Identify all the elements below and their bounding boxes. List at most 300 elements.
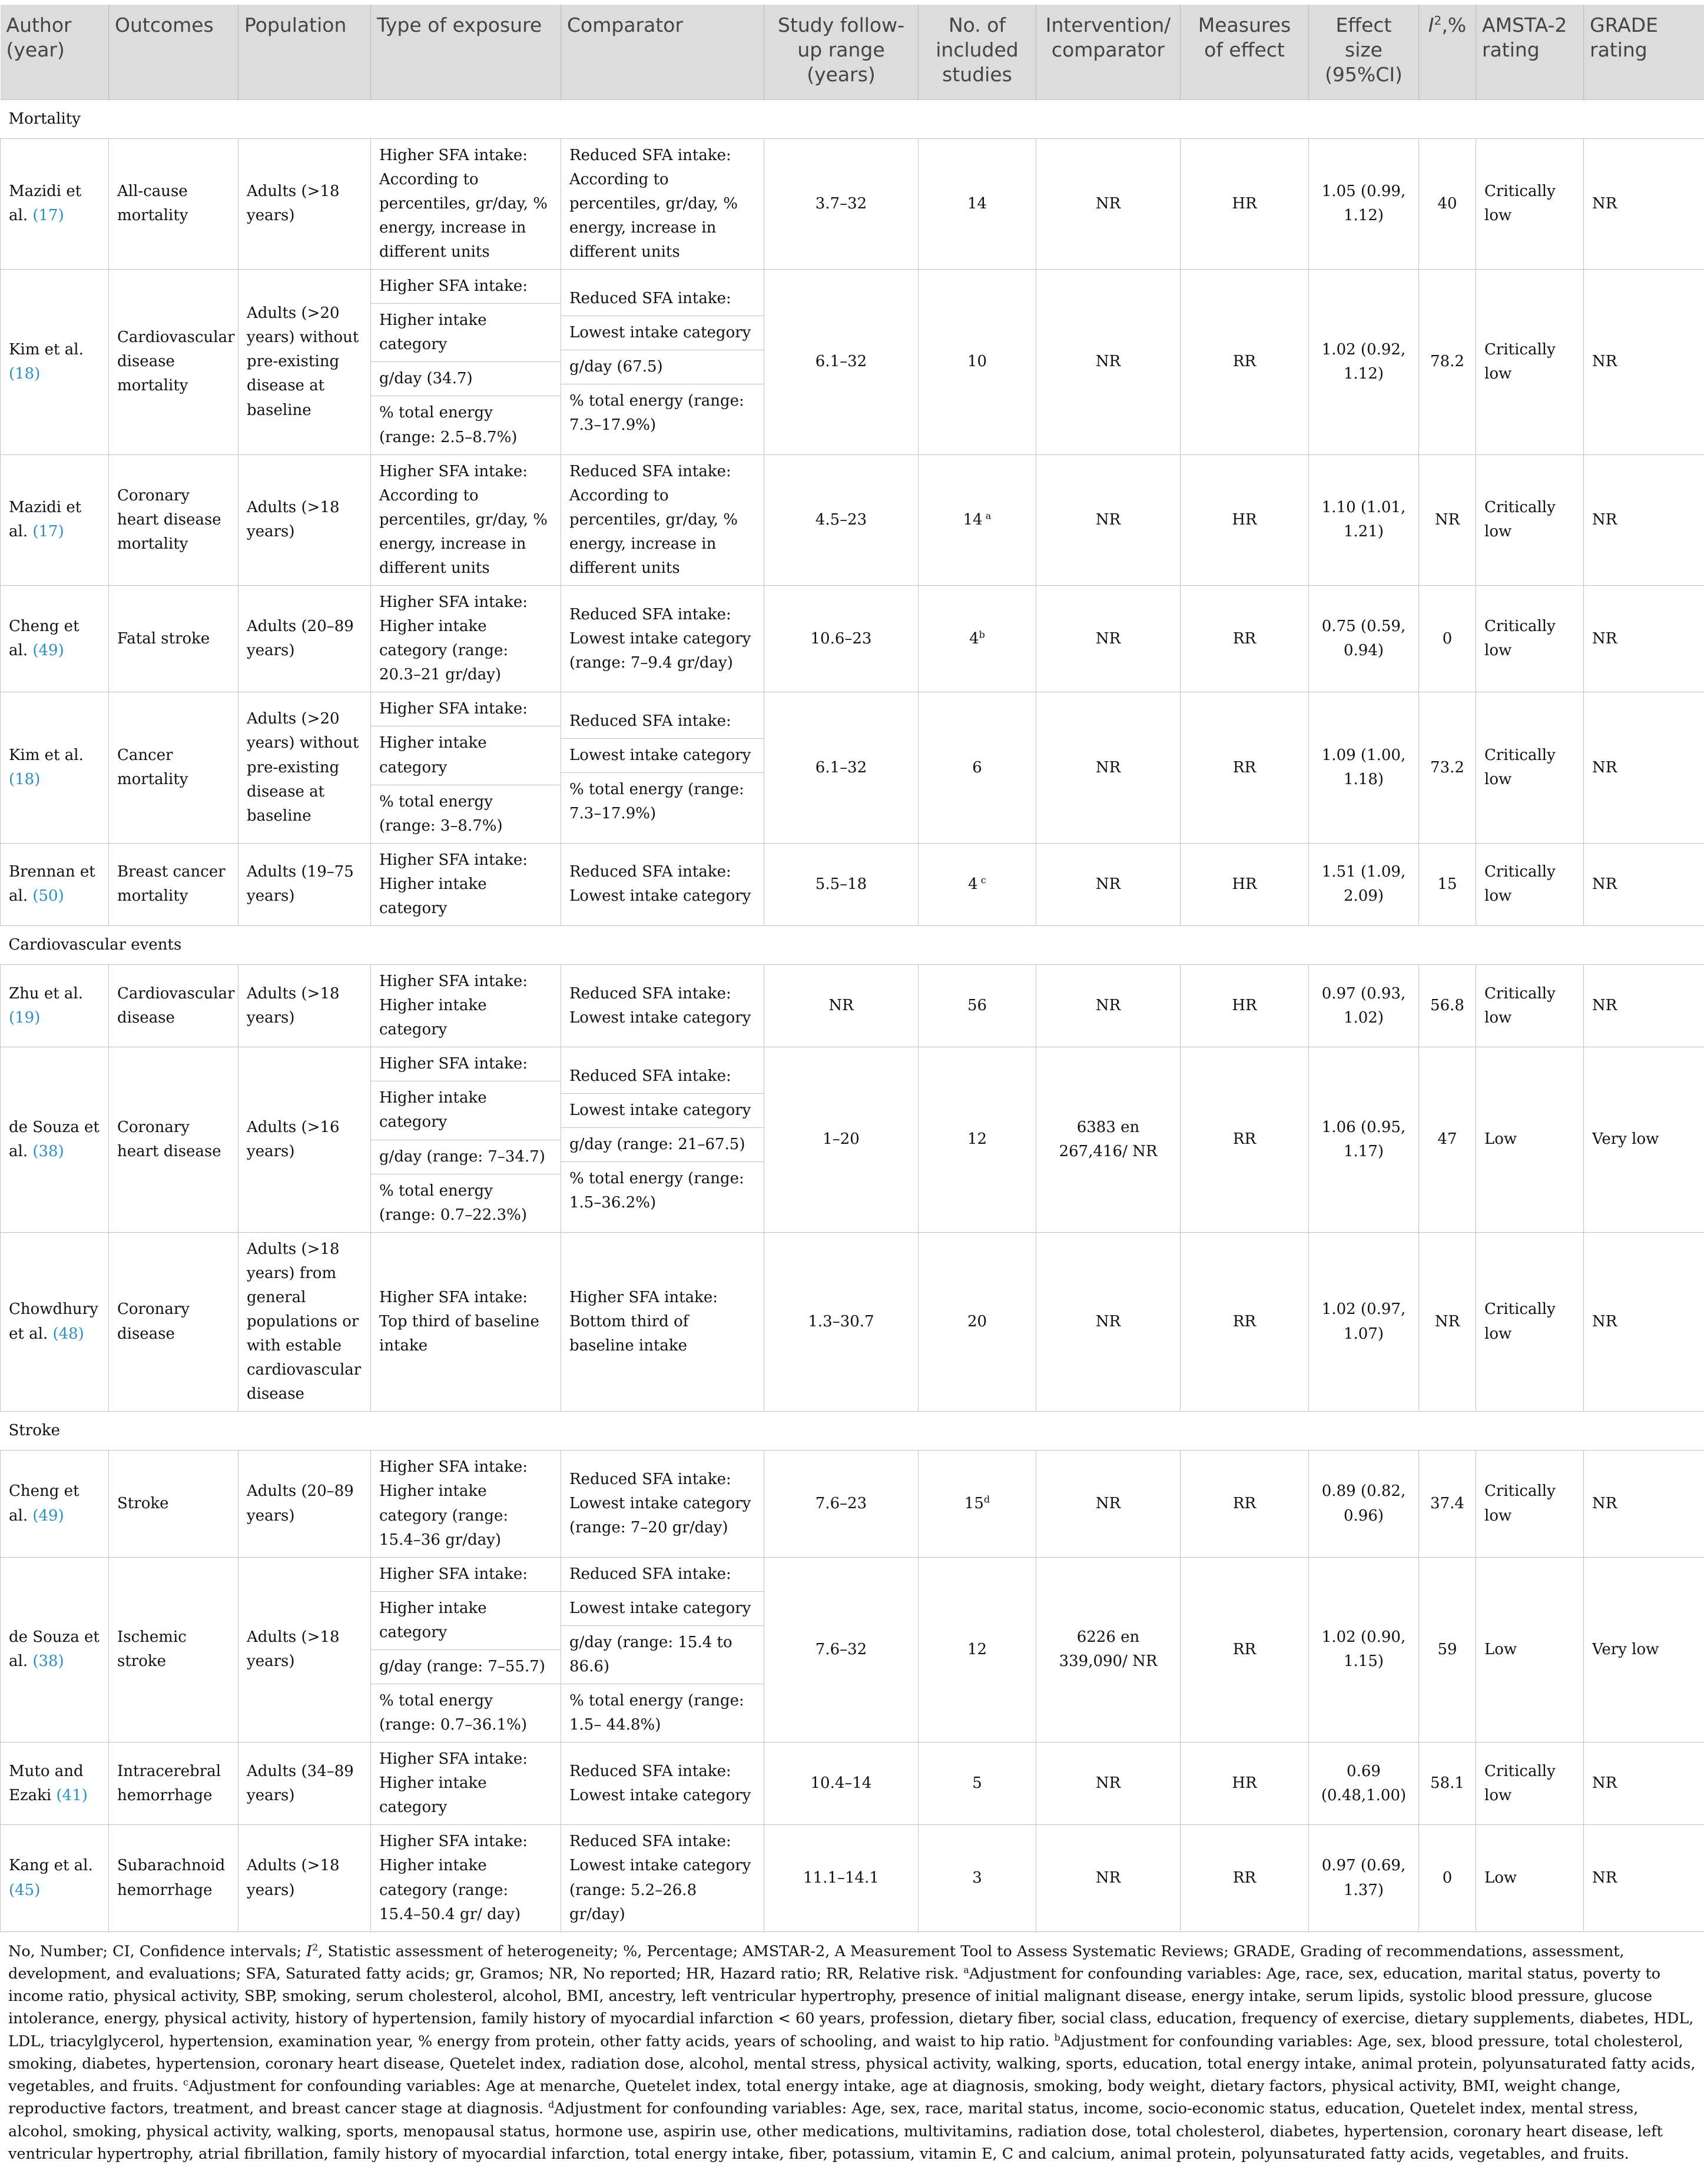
author-cell	[1, 1047, 109, 1232]
studies-count-cell	[919, 843, 1036, 925]
grade-cell: NR	[1584, 1451, 1704, 1557]
outcome-cell: Coronary heart disease	[109, 1047, 238, 1232]
population-cell: Adults (>18 years)	[238, 965, 371, 1047]
comparator-cell-lines	[561, 705, 764, 831]
effect-size-cell: 1.02 (0.90, 1.15)	[1309, 1557, 1419, 1742]
exposure-cell: Higher SFA intake: Higher intake category (range: 15.4–36 gr/day)	[371, 1451, 561, 1557]
line	[371, 1140, 561, 1174]
outcome-cell: Coronary heart disease mortality	[109, 454, 238, 585]
footnote-marker: c	[977, 874, 986, 886]
line	[561, 1684, 764, 1742]
studies-count: 20	[967, 1312, 987, 1330]
population-cell: Adults (>18 years) from general populations or with estable cardiovascular disease	[238, 1232, 371, 1412]
header-comparator: Comparator	[561, 5, 764, 99]
i2-cell: 37.4	[1419, 1451, 1476, 1557]
line	[561, 1093, 764, 1127]
line	[371, 1684, 561, 1742]
grade-cell: NR	[1584, 586, 1704, 692]
effect-size-cell: 0.97 (0.69, 1.37)	[1309, 1825, 1419, 1931]
header-outcomes: Outcomes	[109, 5, 238, 99]
table-row	[1, 270, 1704, 454]
header-exposure: Type of exposure	[371, 5, 561, 99]
studies-count: 12	[967, 1640, 987, 1658]
exposure-cell-lines	[371, 1558, 561, 1742]
amstar-cell: Critically low	[1476, 138, 1584, 269]
reference-link[interactable]: (38)	[32, 1652, 64, 1671]
line	[561, 282, 764, 316]
table-row	[1, 843, 1704, 925]
author-cell	[1, 1451, 109, 1557]
grade-cell: NR	[1584, 1232, 1704, 1412]
author-name: Kim et al.	[9, 746, 84, 764]
line	[371, 785, 561, 843]
i2-cell: 59	[1419, 1557, 1476, 1742]
line-text: g/day (range: 15.4 to 86.6)	[561, 1625, 764, 1684]
studies-count: 10	[967, 353, 987, 371]
line-text: Lowest intake category	[561, 316, 764, 350]
population-cell: Adults (20–89 years)	[238, 1451, 371, 1557]
line	[561, 1591, 764, 1625]
line-text: Higher intake category	[371, 304, 561, 362]
section-row	[1, 1412, 1704, 1451]
measure-cell: HR	[1181, 1742, 1309, 1825]
followup-cell: 3.7–32	[764, 138, 919, 269]
amstar-cell: Critically low	[1476, 1742, 1584, 1825]
table-row	[1, 965, 1704, 1047]
amstar-cell: Low	[1476, 1557, 1584, 1742]
line-text: % total energy (range: 2.5–8.7%)	[379, 404, 518, 446]
author-cell	[1, 1742, 109, 1825]
i2-cell: 15	[1419, 843, 1476, 925]
comparator-cell-lines	[561, 1060, 764, 1220]
author-name: de Souza et al.	[9, 1118, 100, 1161]
line-text: Higher SFA intake:	[371, 270, 561, 304]
outcome-cell: Subarachnoid hemorrhage	[109, 1825, 238, 1931]
table-row	[1, 692, 1704, 843]
outcome-cell: Cardiovascular disease	[109, 965, 238, 1047]
header-measures: Measures of effect	[1181, 5, 1309, 99]
comparator-cell: Reduced SFA intake: Lowest intake category (range: 7–20 gr/day)	[561, 1451, 764, 1557]
line-text: % total energy (range: 3–8.7%)	[379, 792, 503, 835]
line-text: Lowest intake category	[561, 738, 764, 772]
line	[371, 304, 561, 362]
author-name: Mazidi et al.	[9, 182, 82, 225]
header-studies: No. of included studies	[919, 5, 1036, 99]
line-text: Reduced SFA intake:	[561, 1558, 764, 1592]
exposure-cell: Higher SFA intake: According to percentiles, gr/day, % energy, increase in different units	[371, 138, 561, 269]
studies-count-cell	[919, 1825, 1036, 1931]
header-population: Population	[238, 5, 371, 99]
measure-cell: RR	[1181, 270, 1309, 454]
amstar-cell: Critically low	[1476, 692, 1584, 843]
exposure-cell	[371, 270, 561, 454]
studies-count-cell	[919, 138, 1036, 269]
measure-cell: RR	[1181, 1232, 1309, 1412]
line-text: % total energy (range: 0.7–36.1%)	[379, 1692, 527, 1734]
section-title: Mortality	[1, 99, 1704, 138]
comparator-cell: Reduced SFA intake: Lowest intake category (range: 5.2–26.8 gr/day)	[561, 1825, 764, 1931]
author-cell	[1, 454, 109, 585]
exposure-cell: Higher SFA intake: According to percentiles, gr/day, % energy, increase in different units	[371, 454, 561, 585]
intervention-cell: NR	[1036, 138, 1181, 269]
line	[561, 738, 764, 772]
footnote-marker: b	[979, 628, 985, 640]
intervention-cell: NR	[1036, 1232, 1181, 1412]
comparator-cell	[561, 1047, 764, 1232]
grade-cell: NR	[1584, 692, 1704, 843]
effect-size-cell: 1.09 (1.00, 1.18)	[1309, 692, 1419, 843]
studies-count-cell	[919, 454, 1036, 585]
intervention-cell: 6226 en 339,090/ NR	[1036, 1557, 1181, 1742]
outcome-cell: Coronary disease	[109, 1232, 238, 1412]
measure-cell: HR	[1181, 843, 1309, 925]
author-name: Kang et al.	[9, 1857, 93, 1875]
comparator-cell: Reduced SFA intake: According to percentiles, gr/day, % energy, increase in different units	[561, 454, 764, 585]
comparator-cell: Reduced SFA intake: Lowest intake category	[561, 843, 764, 925]
exposure-cell-lines	[371, 1047, 561, 1232]
studies-count: 56	[967, 997, 987, 1015]
line	[561, 1127, 764, 1161]
i2-cell: NR	[1419, 454, 1476, 585]
studies-count: 12	[967, 1130, 987, 1149]
line-text: Reduced SFA intake:	[561, 1060, 764, 1094]
line	[371, 396, 561, 454]
exposure-cell: Higher SFA intake: Higher intake category (range: 15.4–50.4 gr/ day)	[371, 1825, 561, 1931]
studies-count: 15	[964, 1494, 984, 1512]
exposure-cell: Higher SFA intake: Top third of baseline intake	[371, 1232, 561, 1412]
comparator-cell: Reduced SFA intake: Lowest intake category	[561, 965, 764, 1047]
intervention-cell: NR	[1036, 965, 1181, 1047]
followup-cell: 5.5–18	[764, 843, 919, 925]
amstar-cell: Critically low	[1476, 270, 1584, 454]
studies-count-cell	[919, 965, 1036, 1047]
outcome-cell: Cancer mortality	[109, 692, 238, 843]
followup-cell: 7.6–32	[764, 1557, 919, 1742]
reference-link[interactable]: (17)	[32, 207, 64, 225]
table-footnote: No, Number; CI, Confidence intervals; $I^2$, Statistic assessment of heterogeneity; %, Percentage; AMSTAR-2, A Measurement Tool to Assess Systematic Reviews; GRADE, Grading of recommendations, assessment, development, and evaluations; SFA, Saturated fatty acids; gr, Gramos; NR, No reported; HR, Hazard ratio; RR, Relative risk. $^a$Adjustment for confounding variables: Age, race, sex, education, marital status, poverty to income ratio, physical activity, SBP, smoking, serum cholesterol, alcohol, BMI, ancestry, left ventricular hypertrophy, presence of initial malignant disease, energy intake, serum lipids, systolic blood pressure, glucose intolerance, energy, physical activity, history of hypertension, family history of myocardial infarction < 60 years, profession, dietary fiber, social class, education, frequency of exercise, dietary supplements, diabetes, HDL, LDL, triacylglycerol, hypertension, examination year, % energy from protein, other fatty acids, years of schooling, and waist to hip ratio. $^b$Adjustment for confounding variables: Age, sex, blood pressure, total cholesterol, smoking, diabetes, hypertension, coronary heart disease, Quetelet index, radiation dose, alcohol, mental stress, physical activity, walking, sports, education, total energy intake, animal protein, polyunsaturated fatty acids, vegetables, and fruits. $^c$Adjustment for confounding variables: Age at menarche, Quetelet index, total energy intake, age at diagnosis, smoking, body weight, dietary factors, physical activity, BMI, weight change, reproductive factors, treatment, and breast cancer stage at diagnosis. $^d$Adjustment for confounding variables: Age, sex, race, marital status, income, socio-economic status, education, Quetelet index, mental stress, alcohol, smoking, physical activity, walking, sports, menopausal status, hormone use, aspirin use, other medications, multivitamins, radiation dose, total cholesterol, diabetes, hypertension, coronary heart disease, left ventricular hypertrophy, atrial fibrillation, family history of myocardial infarction, total energy intake, fiber, potassium, vitamin E, C and calcium, animal protein, polyunsaturated fatty acids, vegetables, and fruits.	[8, 1941, 1696, 2163]
measure-cell: RR	[1181, 692, 1309, 843]
studies-count-cell	[919, 1742, 1036, 1825]
line-text: Lowest intake category	[561, 1093, 764, 1127]
line	[561, 1558, 764, 1592]
population-cell: Adults (>20 years) without pre-existing disease at baseline	[238, 692, 371, 843]
followup-cell: 1.3–30.7	[764, 1232, 919, 1412]
i2-cell: 47	[1419, 1047, 1476, 1232]
amstar-cell: Critically low	[1476, 843, 1584, 925]
studies-count: 14	[963, 510, 983, 529]
author-name: Cheng et al.	[9, 618, 79, 660]
studies-count: 4	[969, 629, 979, 648]
author-cell	[1, 843, 109, 925]
header-amstar: AMSTA-2 rating	[1476, 5, 1584, 99]
header-effect: Effect size (95%CI)	[1309, 5, 1419, 99]
studies-count-cell	[919, 270, 1036, 454]
line-text: g/day (range: 7–55.7)	[371, 1649, 561, 1684]
intervention-cell: NR	[1036, 1451, 1181, 1557]
amstar-cell: Critically low	[1476, 1232, 1584, 1412]
followup-cell: 10.6–23	[764, 586, 919, 692]
author-name: Cheng et al.	[9, 1482, 79, 1525]
line-text: g/day (34.7)	[371, 362, 561, 396]
line-text: % total energy (range: 0.7–22.3%)	[379, 1181, 527, 1224]
outcome-cell: Stroke	[109, 1451, 238, 1557]
intervention-cell: NR	[1036, 454, 1181, 585]
i2-cell: 0	[1419, 1825, 1476, 1931]
line-text: g/day (range: 7–34.7)	[371, 1140, 561, 1174]
line-text: % total energy (range: 1.5– 44.8%)	[569, 1692, 744, 1734]
population-cell: Adults (>16 years)	[238, 1047, 371, 1232]
line	[371, 1047, 561, 1081]
intervention-cell: NR	[1036, 270, 1181, 454]
measure-cell: HR	[1181, 138, 1309, 269]
exposure-cell: Higher SFA intake: Higher intake category	[371, 965, 561, 1047]
reference-link[interactable]: (18)	[9, 771, 41, 789]
exposure-cell: Higher SFA intake: Higher intake category (range: 20.3–21 gr/day)	[371, 586, 561, 692]
population-cell: Adults (>18 years)	[238, 1825, 371, 1931]
line	[371, 1649, 561, 1684]
comparator-cell	[561, 270, 764, 454]
population-cell: Adults (>18 years)	[238, 454, 371, 585]
effect-size-cell: 1.51 (1.09, 2.09)	[1309, 843, 1419, 925]
exposure-cell	[371, 692, 561, 843]
measure-cell: RR	[1181, 1451, 1309, 1557]
line	[371, 270, 561, 304]
section-row	[1, 99, 1704, 138]
author-cell	[1, 1557, 109, 1742]
line	[561, 773, 764, 831]
author-name: Zhu et al.	[9, 984, 84, 1003]
studies-count-cell	[919, 586, 1036, 692]
followup-cell: 6.1–32	[764, 692, 919, 843]
i2-cell: 0	[1419, 586, 1476, 692]
line-text: g/day (range: 21–67.5)	[561, 1127, 764, 1161]
header-grade: GRADE rating	[1584, 5, 1704, 99]
grade-cell: NR	[1584, 1742, 1704, 1825]
studies-count-cell	[919, 1047, 1036, 1232]
author-name: Mazidi et al.	[9, 499, 82, 541]
effect-size-cell: 1.10 (1.01, 1.21)	[1309, 454, 1419, 585]
table-row	[1, 1451, 1704, 1557]
population-cell: Adults (19–75 years)	[238, 843, 371, 925]
studies-count-cell	[919, 1451, 1036, 1557]
effect-size-cell: 1.06 (0.95, 1.17)	[1309, 1047, 1419, 1232]
line	[561, 1625, 764, 1684]
line	[371, 726, 561, 785]
measure-cell: RR	[1181, 1825, 1309, 1931]
table-row	[1, 586, 1704, 692]
reference-link[interactable]: (49)	[32, 1506, 64, 1525]
i2-cell: 58.1	[1419, 1742, 1476, 1825]
reference-link[interactable]: (49)	[32, 642, 64, 660]
line-text: Reduced SFA intake:	[561, 282, 764, 316]
section-title: Cardiovascular events	[1, 925, 1704, 964]
author-name: de Souza et al.	[9, 1628, 100, 1671]
header-row	[1, 5, 1704, 99]
line-text: Higher intake category	[371, 1591, 561, 1649]
reference-link[interactable]: (48)	[52, 1325, 84, 1343]
table-row	[1, 1825, 1704, 1931]
reference-link[interactable]: (41)	[56, 1786, 88, 1804]
author-cell	[1, 1825, 109, 1931]
amstar-cell: Critically low	[1476, 454, 1584, 585]
grade-cell: NR	[1584, 454, 1704, 585]
table-row	[1, 1047, 1704, 1232]
evidence-table	[0, 5, 1704, 1932]
comparator-cell-lines	[561, 282, 764, 442]
exposure-cell: Higher SFA intake: Higher intake category	[371, 843, 561, 925]
grade-cell: NR	[1584, 1825, 1704, 1931]
author-cell	[1, 138, 109, 269]
exposure-cell: Higher SFA intake: Higher intake category	[371, 1742, 561, 1825]
line-text: g/day (67.5)	[561, 350, 764, 384]
measure-cell: HR	[1181, 965, 1309, 1047]
author-name: Chowdhury et al.	[9, 1300, 98, 1343]
table-row	[1, 454, 1704, 585]
outcome-cell: Fatal stroke	[109, 586, 238, 692]
intervention-cell: NR	[1036, 692, 1181, 843]
author-cell	[1, 965, 109, 1047]
followup-cell: 7.6–23	[764, 1451, 919, 1557]
table-row	[1, 1742, 1704, 1825]
intervention-cell: NR	[1036, 586, 1181, 692]
author-cell	[1, 1232, 109, 1412]
effect-size-cell: 0.97 (0.93, 1.02)	[1309, 965, 1419, 1047]
line-text: Higher SFA intake:	[371, 1558, 561, 1592]
grade-cell: NR	[1584, 138, 1704, 269]
table-row	[1, 1232, 1704, 1412]
followup-cell: 6.1–32	[764, 270, 919, 454]
intervention-cell: 6383 en 267,416/ NR	[1036, 1047, 1181, 1232]
reference-link[interactable]: (50)	[32, 887, 64, 905]
comparator-cell	[561, 692, 764, 843]
comparator-cell	[561, 1557, 764, 1742]
reference-link[interactable]: (38)	[32, 1143, 64, 1161]
measure-cell: RR	[1181, 1047, 1309, 1232]
author-cell	[1, 586, 109, 692]
followup-cell: 1–20	[764, 1047, 919, 1232]
line-text: Reduced SFA intake:	[561, 705, 764, 739]
line-text: Higher SFA intake:	[371, 1047, 561, 1081]
reference-link[interactable]: (19)	[9, 1008, 41, 1027]
amstar-cell: Low	[1476, 1825, 1584, 1931]
studies-count: 6	[972, 758, 982, 776]
line-text: % total energy (range: 1.5–36.2%)	[569, 1170, 744, 1212]
studies-count-cell	[919, 1232, 1036, 1412]
line	[561, 350, 764, 384]
effect-size-cell: 1.02 (0.97, 1.07)	[1309, 1232, 1419, 1412]
header-i2: $I^2,\%$	[1419, 5, 1476, 99]
table-body	[1, 99, 1704, 1931]
line	[371, 1081, 561, 1140]
outcome-cell: All-cause mortality	[109, 138, 238, 269]
outcome-cell: Intracerebral hemorrhage	[109, 1742, 238, 1825]
effect-size-cell: 1.02 (0.92, 1.12)	[1309, 270, 1419, 454]
studies-count: 3	[972, 1869, 982, 1887]
comparator-cell-lines	[561, 1558, 764, 1742]
population-cell: Adults (>20 years) without pre-existing disease at baseline	[238, 270, 371, 454]
i2-cell: 40	[1419, 138, 1476, 269]
outcome-cell: Cardiovascular disease mortality	[109, 270, 238, 454]
amstar-cell: Critically low	[1476, 586, 1584, 692]
studies-count-cell	[919, 692, 1036, 843]
followup-cell: 11.1–14.1	[764, 1825, 919, 1931]
effect-size-cell: 0.75 (0.59, 0.94)	[1309, 586, 1419, 692]
grade-cell: NR	[1584, 965, 1704, 1047]
line	[561, 1060, 764, 1094]
measure-cell: RR	[1181, 586, 1309, 692]
section-title: Stroke	[1, 1412, 1704, 1451]
intervention-cell: NR	[1036, 1825, 1181, 1931]
i2-cell: NR	[1419, 1232, 1476, 1412]
line	[371, 1174, 561, 1232]
header-intervention: Intervention/ comparator	[1036, 5, 1181, 99]
line	[561, 316, 764, 350]
author-name: Muto and Ezaki	[9, 1762, 84, 1804]
author-name: Kim et al.	[9, 340, 84, 359]
line	[561, 705, 764, 739]
intervention-cell: NR	[1036, 843, 1181, 925]
amstar-cell: Critically low	[1476, 965, 1584, 1047]
studies-count-cell	[919, 1557, 1036, 1742]
footnote-marker: d	[983, 1493, 990, 1505]
section-row	[1, 925, 1704, 964]
outcome-cell: Breast cancer mortality	[109, 843, 238, 925]
reference-link[interactable]: (45)	[9, 1881, 41, 1899]
effect-size-cell: 0.69 (0.48,1.00)	[1309, 1742, 1419, 1825]
studies-count: 5	[972, 1774, 982, 1793]
grade-cell: NR	[1584, 843, 1704, 925]
header-author: Author (year)	[1, 5, 109, 99]
effect-size-cell: 1.05 (0.99, 1.12)	[1309, 138, 1419, 269]
line	[561, 384, 764, 442]
reference-link[interactable]: (18)	[9, 364, 41, 383]
population-cell: Adults (>18 years)	[238, 1557, 371, 1742]
i2-cell: 56.8	[1419, 965, 1476, 1047]
line	[371, 362, 561, 396]
header-followup: Study follow- up range (years)	[764, 5, 919, 99]
reference-link[interactable]: (17)	[32, 523, 64, 541]
grade-cell: NR	[1584, 270, 1704, 454]
amstar-cell: Low	[1476, 1047, 1584, 1232]
i2-cell: 73.2	[1419, 692, 1476, 843]
grade-cell: Very low	[1584, 1047, 1704, 1232]
followup-cell: 10.4–14	[764, 1742, 919, 1825]
comparator-cell: Reduced SFA intake: Lowest intake category (range: 7–9.4 gr/day)	[561, 586, 764, 692]
population-cell: Adults (>18 years)	[238, 138, 371, 269]
studies-count: 14	[967, 194, 987, 213]
author-cell	[1, 270, 109, 454]
measure-cell: HR	[1181, 454, 1309, 585]
effect-size-cell: 0.89 (0.82, 0.96)	[1309, 1451, 1419, 1557]
followup-cell: 4.5–23	[764, 454, 919, 585]
line-text: Higher intake category	[371, 726, 561, 785]
author-cell	[1, 692, 109, 843]
amstar-cell: Critically low	[1476, 1451, 1584, 1557]
outcome-cell: Ischemic stroke	[109, 1557, 238, 1742]
comparator-cell: Reduced SFA intake: Lowest intake category	[561, 1742, 764, 1825]
line	[371, 1558, 561, 1592]
exposure-cell	[371, 1047, 561, 1232]
grade-cell: Very low	[1584, 1557, 1704, 1742]
author-name: Brennan et al.	[9, 863, 95, 905]
followup-cell: NR	[764, 965, 919, 1047]
line-text: Higher SFA intake:	[371, 692, 561, 726]
studies-count: 4	[968, 875, 978, 893]
line-text: % total energy (range: 7.3–17.9%)	[569, 781, 744, 823]
table-row	[1, 1557, 1704, 1742]
comparator-cell: Reduced SFA intake: According to percentiles, gr/day, % energy, increase in different units	[561, 138, 764, 269]
line	[561, 1162, 764, 1220]
